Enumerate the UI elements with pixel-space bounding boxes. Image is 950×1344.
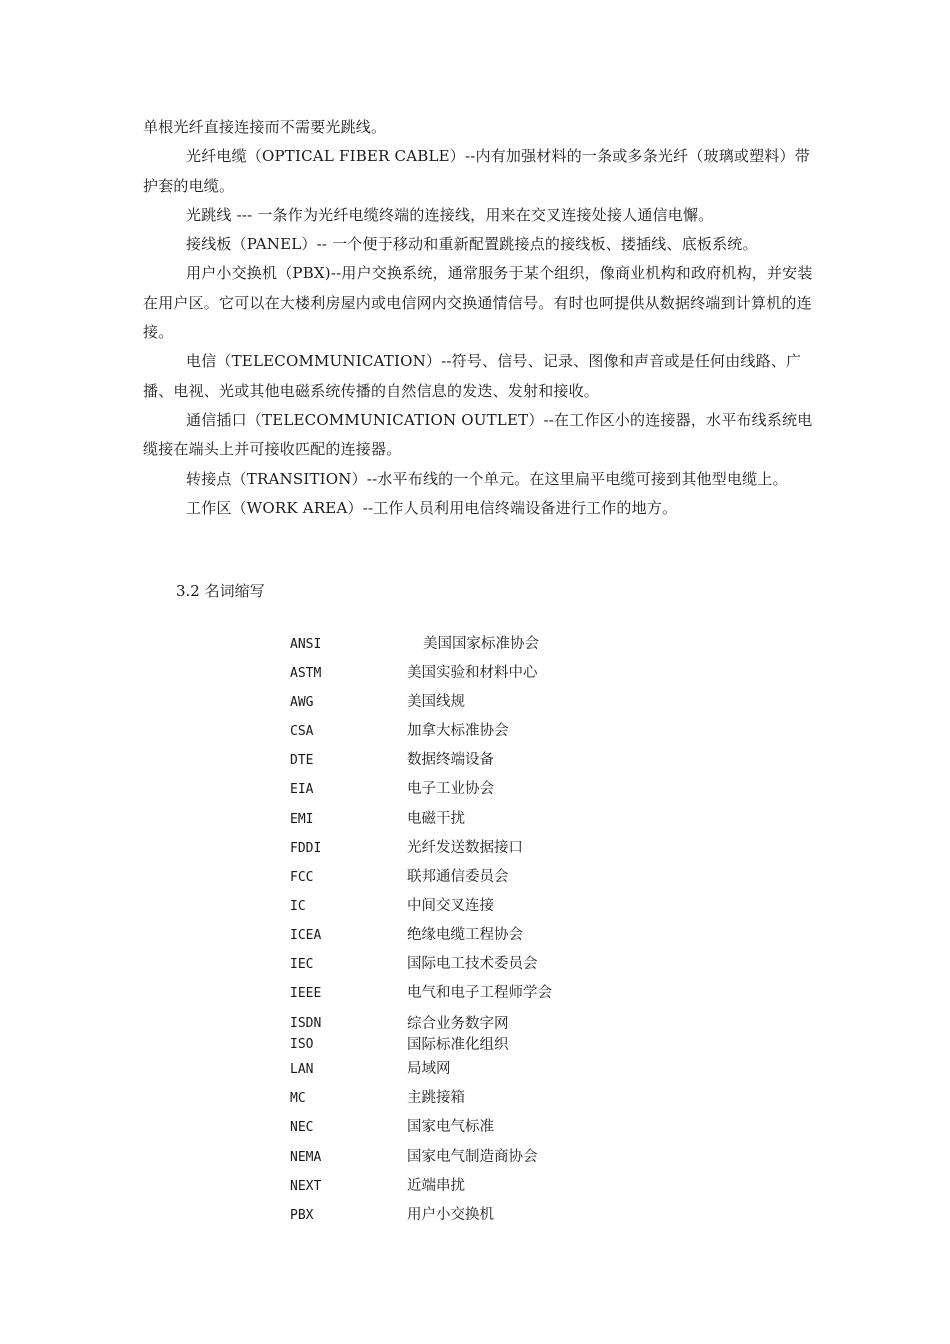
abbreviation-term: ISDN [290,1016,322,1032]
abbreviation-term: IEC [290,957,314,973]
abbreviation-meaning: 绝缘电缆工程协会 [407,926,523,943]
abbreviation-meaning: 电磁干扰 [407,810,465,827]
abbreviation-meaning: 美国国家标准协会 [423,636,539,652]
abbreviation-row [290,630,690,659]
abbreviation-term: ASTM [290,666,322,682]
abbreviation-term: EMI [290,811,314,827]
abbreviation-row [290,892,690,921]
definition-paragraph: 工作区（WORK AREA）--工作人员利用电信终端设备进行工作的地方。 [186,498,678,517]
abbreviation-term: FCC [290,869,314,885]
abbreviation-meaning: 综合业务数字网 [407,1016,509,1033]
abbreviation-meaning: 局域网 [407,1061,451,1078]
abbreviation-term: DTE [290,753,314,769]
abbreviation-meaning: 数据终端设备 [407,752,494,769]
abbreviation-term: PBX [290,1207,314,1223]
abbreviation-term: FDDI [290,840,322,856]
abbreviation-row [290,950,690,979]
definition-paragraph: 电信（TELECOMMUNICATION）--符号、信号、记录、图像和声音或是任何由线路、广播、电视、光或其他电磁系统传播的自然信息的发迭、发射和接收。 [143,352,802,400]
abbreviation-row [290,1143,690,1172]
abbreviation-term: NEC [290,1120,314,1136]
abbreviation-term: ANSI [290,637,322,652]
abbreviation-meaning: 电气和电子工程师学会 [407,985,552,1002]
abbreviation-list [290,630,690,1230]
abbreviation-term: LAN [290,1062,314,1078]
abbreviation-row [290,1055,690,1084]
abbreviation-row [290,863,690,892]
abbreviation-meaning: 国家电气标准 [407,1119,494,1136]
abbreviation-row [290,1084,690,1113]
abbreviation-row [290,746,690,775]
abbreviation-meaning: 中间交叉连接 [407,897,494,914]
abbreviation-row [290,1113,690,1142]
abbreviation-row [290,659,690,688]
abbreviation-meaning: 国际标准化组织 [407,1037,509,1054]
definitions-section [143,113,815,523]
abbreviation-term: MC [290,1091,306,1107]
definition-paragraph: 通信插口（TELECOMMUNICATION OUTLET）--在工作区小的连接器，水平布线系统电缆接在端头上并可接收匹配的连接器。 [143,410,813,459]
definition-paragraph: 单根光纤直接连接而不需要光跳线。 [143,118,387,136]
abbreviation-meaning: 主跳接箱 [407,1090,465,1107]
abbreviation-row [290,717,690,746]
abbreviation-meaning: 加拿大标准协会 [407,723,509,740]
abbreviation-row [290,834,690,863]
definition-paragraph: 转接点（TRANSITION）--水平布线的一个单元。在这里扁平电缆可接到其他型电缆上。 [186,469,788,488]
abbreviation-term: IC [290,898,306,914]
abbreviation-term: NEXT [290,1178,322,1194]
abbreviation-meaning: 国家电气制造商协会 [407,1148,538,1165]
abbreviation-meaning: 美国实验和材料中心 [407,665,538,682]
abbreviation-meaning: 美国线规 [407,694,465,711]
abbreviation-term: CSA [290,724,314,740]
abbreviation-meaning: 联邦通信委员会 [407,868,509,885]
abbreviation-row [290,688,690,717]
definition-paragraph: 光纤电缆（OPTICAL FIBER CABLE）--内有加强材料的一条或多条光纤（玻璃或塑料）带护套的电缆。 [143,147,810,195]
abbreviation-meaning: 近端串扰 [407,1177,465,1194]
definition-paragraph: 光跳线 --- 一条作为光纤电缆终端的连接线，用来在交叉连接处接人通信电懈。 [186,205,714,224]
section-heading: 3.2 名词缩写 [176,582,265,600]
abbreviation-row [290,775,690,804]
abbreviation-term: ICEA [290,927,322,943]
abbreviation-term: AWG [290,695,314,711]
abbreviation-row [290,805,690,834]
abbreviation-meaning: 电子工业协会 [407,781,494,798]
definition-paragraph: 用户小交换机（PBX)--用户交换系统，通常服务于某个组织，像商业机构和政府机构，并安装在用户区。它可以在大楼利房屋内或电信网内交换通情信号。有时也呵提供从数据终端到计算机的连接。 [143,264,813,342]
abbreviation-meaning: 国际电工技术委员会 [407,956,538,973]
abbreviation-term: IEEE [290,986,322,1002]
abbreviation-row [290,1172,690,1201]
abbreviation-row [290,1008,690,1032]
abbreviation-row [290,1201,690,1230]
abbreviation-term: NEMA [290,1149,322,1165]
definition-paragraph: 接线板（PANEL）-- 一个便于移动和重新配置跳接点的接线板、搂插线、底板系统。 [186,235,758,254]
abbreviation-meaning: 光纤发送数据接口 [407,839,523,856]
abbreviation-term: ISO [290,1037,314,1053]
abbreviation-meaning: 用户小交换机 [407,1206,494,1223]
abbreviation-term: EIA [290,782,314,798]
abbreviation-row [290,1032,690,1055]
abbreviation-row [290,979,690,1008]
abbreviation-row [290,921,690,950]
